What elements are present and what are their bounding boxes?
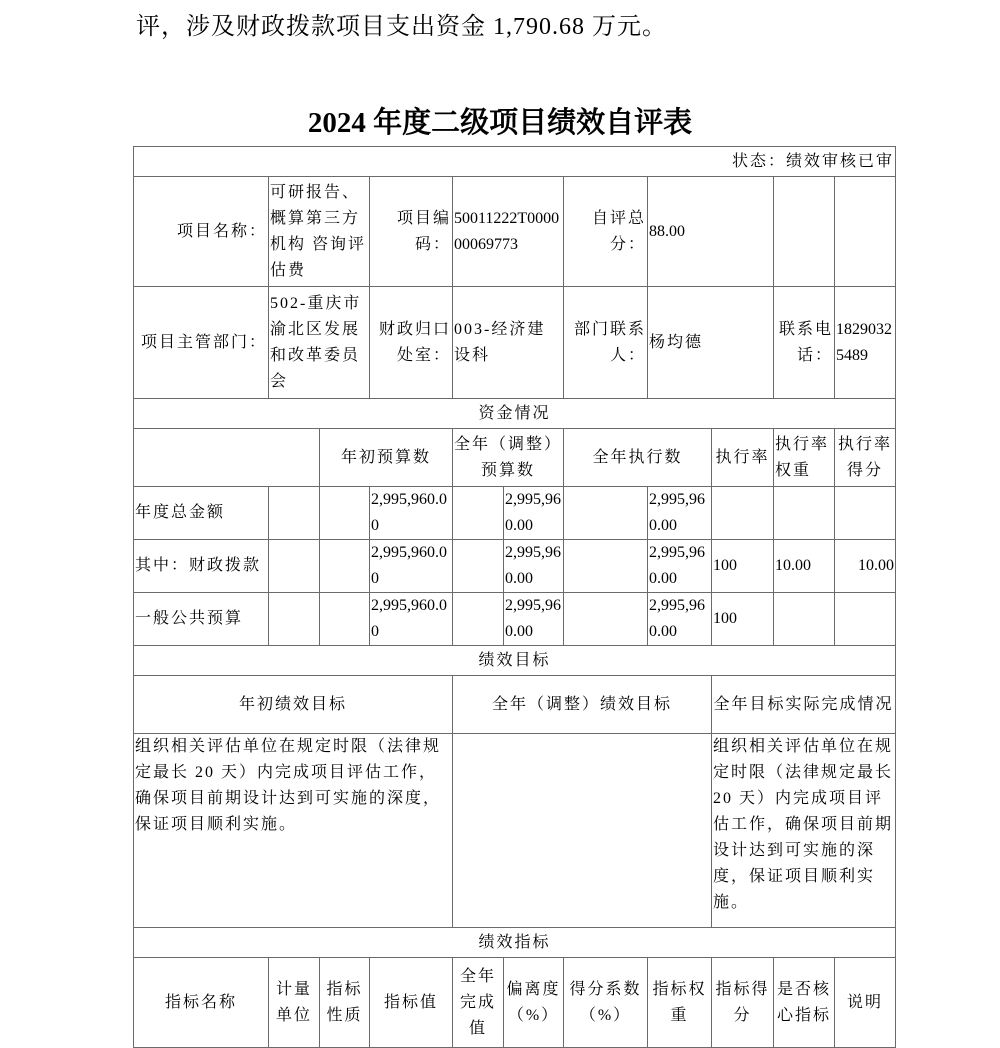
adjusted-budget-value: 2,995,960.00 [504,593,564,646]
dept-label: 项目主管部门： [134,287,269,399]
exec-weight-value [774,487,835,540]
header-remarks: 说明 [835,958,896,1048]
project-name-value: 可研报告、概算第三方机构 咨询评估费 [269,177,370,287]
adjusted-goal-text [453,734,712,928]
funds-row [134,593,896,646]
exec-rate-value [712,487,774,540]
goals-section-title: 绩效目标 [134,646,896,676]
header-initial-goal: 年初绩效目标 [134,676,453,734]
intro-paragraph: 评，涉及财政拨款项目支出资金 1,790.68 万元。 [136,14,667,40]
header-actual-completion: 全年目标实际完成情况 [712,676,896,734]
exec-rate-value: 100 [712,540,774,593]
exec-score-value: 10.00 [835,540,896,593]
header-target-value: 指标值 [370,958,453,1048]
empty-cell [320,593,370,646]
actual-completion-text: 组织相关评估单位在规定时限（法律规定最长 20 天）内完成项目评估工作，确保项目前期设计达到可实施的深度，保证项目顺利实施。 [712,734,896,928]
adjusted-budget-value: 2,995,960.00 [504,487,564,540]
project-code-value: 50011222T000000069773 [453,177,564,287]
header-initial-budget: 年初预算数 [320,429,453,487]
empty-cell [453,593,504,646]
project-name-label: 项目名称： [134,177,269,287]
executed-value: 2,995,960.00 [648,540,712,593]
evaluation-table [133,146,896,1048]
exec-weight-value: 10.00 [774,540,835,593]
empty-cell [564,593,648,646]
exec-score-value [835,487,896,540]
phone-label: 联系电话： [774,287,835,399]
empty-cell [774,177,835,287]
page-title: 2024 年度二级项目绩效自评表 [307,107,693,139]
header-adjusted-budget: 全年（调整）预算数 [453,429,564,487]
funds-row-label: 年度总金额 [134,487,269,540]
contact-label: 部门联系人： [564,287,648,399]
header-indicator-name: 指标名称 [134,958,269,1048]
exec-score-value [835,593,896,646]
phone-value: 18290325489 [835,287,896,399]
empty-cell [453,487,504,540]
header-adjusted-goal: 全年（调整）绩效目标 [453,676,712,734]
header-executed: 全年执行数 [564,429,712,487]
empty-cell [320,540,370,593]
exec-rate-value: 100 [712,593,774,646]
contact-value: 杨均德 [648,287,774,399]
dept-value: 502-重庆市渝北区发展和改革委员会 [269,287,370,399]
header-nature: 指标性质 [320,958,370,1048]
funds-row-label: 一般公共预算 [134,593,269,646]
empty-cell [269,593,320,646]
header-indicator-score: 指标得分 [712,958,774,1048]
header-weight: 指标权重 [648,958,712,1048]
header-exec-score: 执行率得分 [835,429,896,487]
empty-cell [269,540,320,593]
self-score-label: 自评总分： [564,177,648,287]
project-code-label: 项目编码： [370,177,453,287]
empty-cell [320,487,370,540]
empty-cell [564,487,648,540]
executed-value: 2,995,960.00 [648,487,712,540]
funds-row-label: 其中：财政拨款 [134,540,269,593]
empty-cell [564,540,648,593]
finance-office-value: 003-经济建设科 [453,287,564,399]
header-score-coefficient: 得分系数（%） [564,958,648,1048]
executed-value: 2,995,960.00 [648,593,712,646]
header-exec-weight: 执行率权重 [774,429,835,487]
exec-weight-value [774,593,835,646]
adjusted-budget-value: 2,995,960.00 [504,540,564,593]
indicators-section-title: 绩效指标 [134,928,896,958]
initial-budget-value: 2,995,960.00 [370,593,453,646]
header-unit: 计量单位 [269,958,320,1048]
funds-section-title: 资金情况 [134,399,896,429]
empty-cell [269,487,320,540]
funds-row [134,487,896,540]
finance-office-label: 财政归口处室： [370,287,453,399]
empty-cell [835,177,896,287]
funds-row [134,540,896,593]
header-deviation: 偏离度（%） [504,958,564,1048]
header-completed-value: 全年完成值 [453,958,504,1048]
status-text: 状态：绩效审核已审 [134,147,896,177]
self-score-value: 88.00 [648,177,774,287]
initial-goal-text: 组织相关评估单位在规定时限（法律规定最长 20 天）内完成项目评估工作，确保项目前期设计达到可实施的深度，保证项目顺利实施。 [134,734,453,928]
header-core-indicator: 是否核心指标 [774,958,835,1048]
funds-header-blank [134,429,320,487]
initial-budget-value: 2,995,960.00 [370,487,453,540]
initial-budget-value: 2,995,960.00 [370,540,453,593]
header-exec-rate: 执行率 [712,429,774,487]
empty-cell [453,540,504,593]
